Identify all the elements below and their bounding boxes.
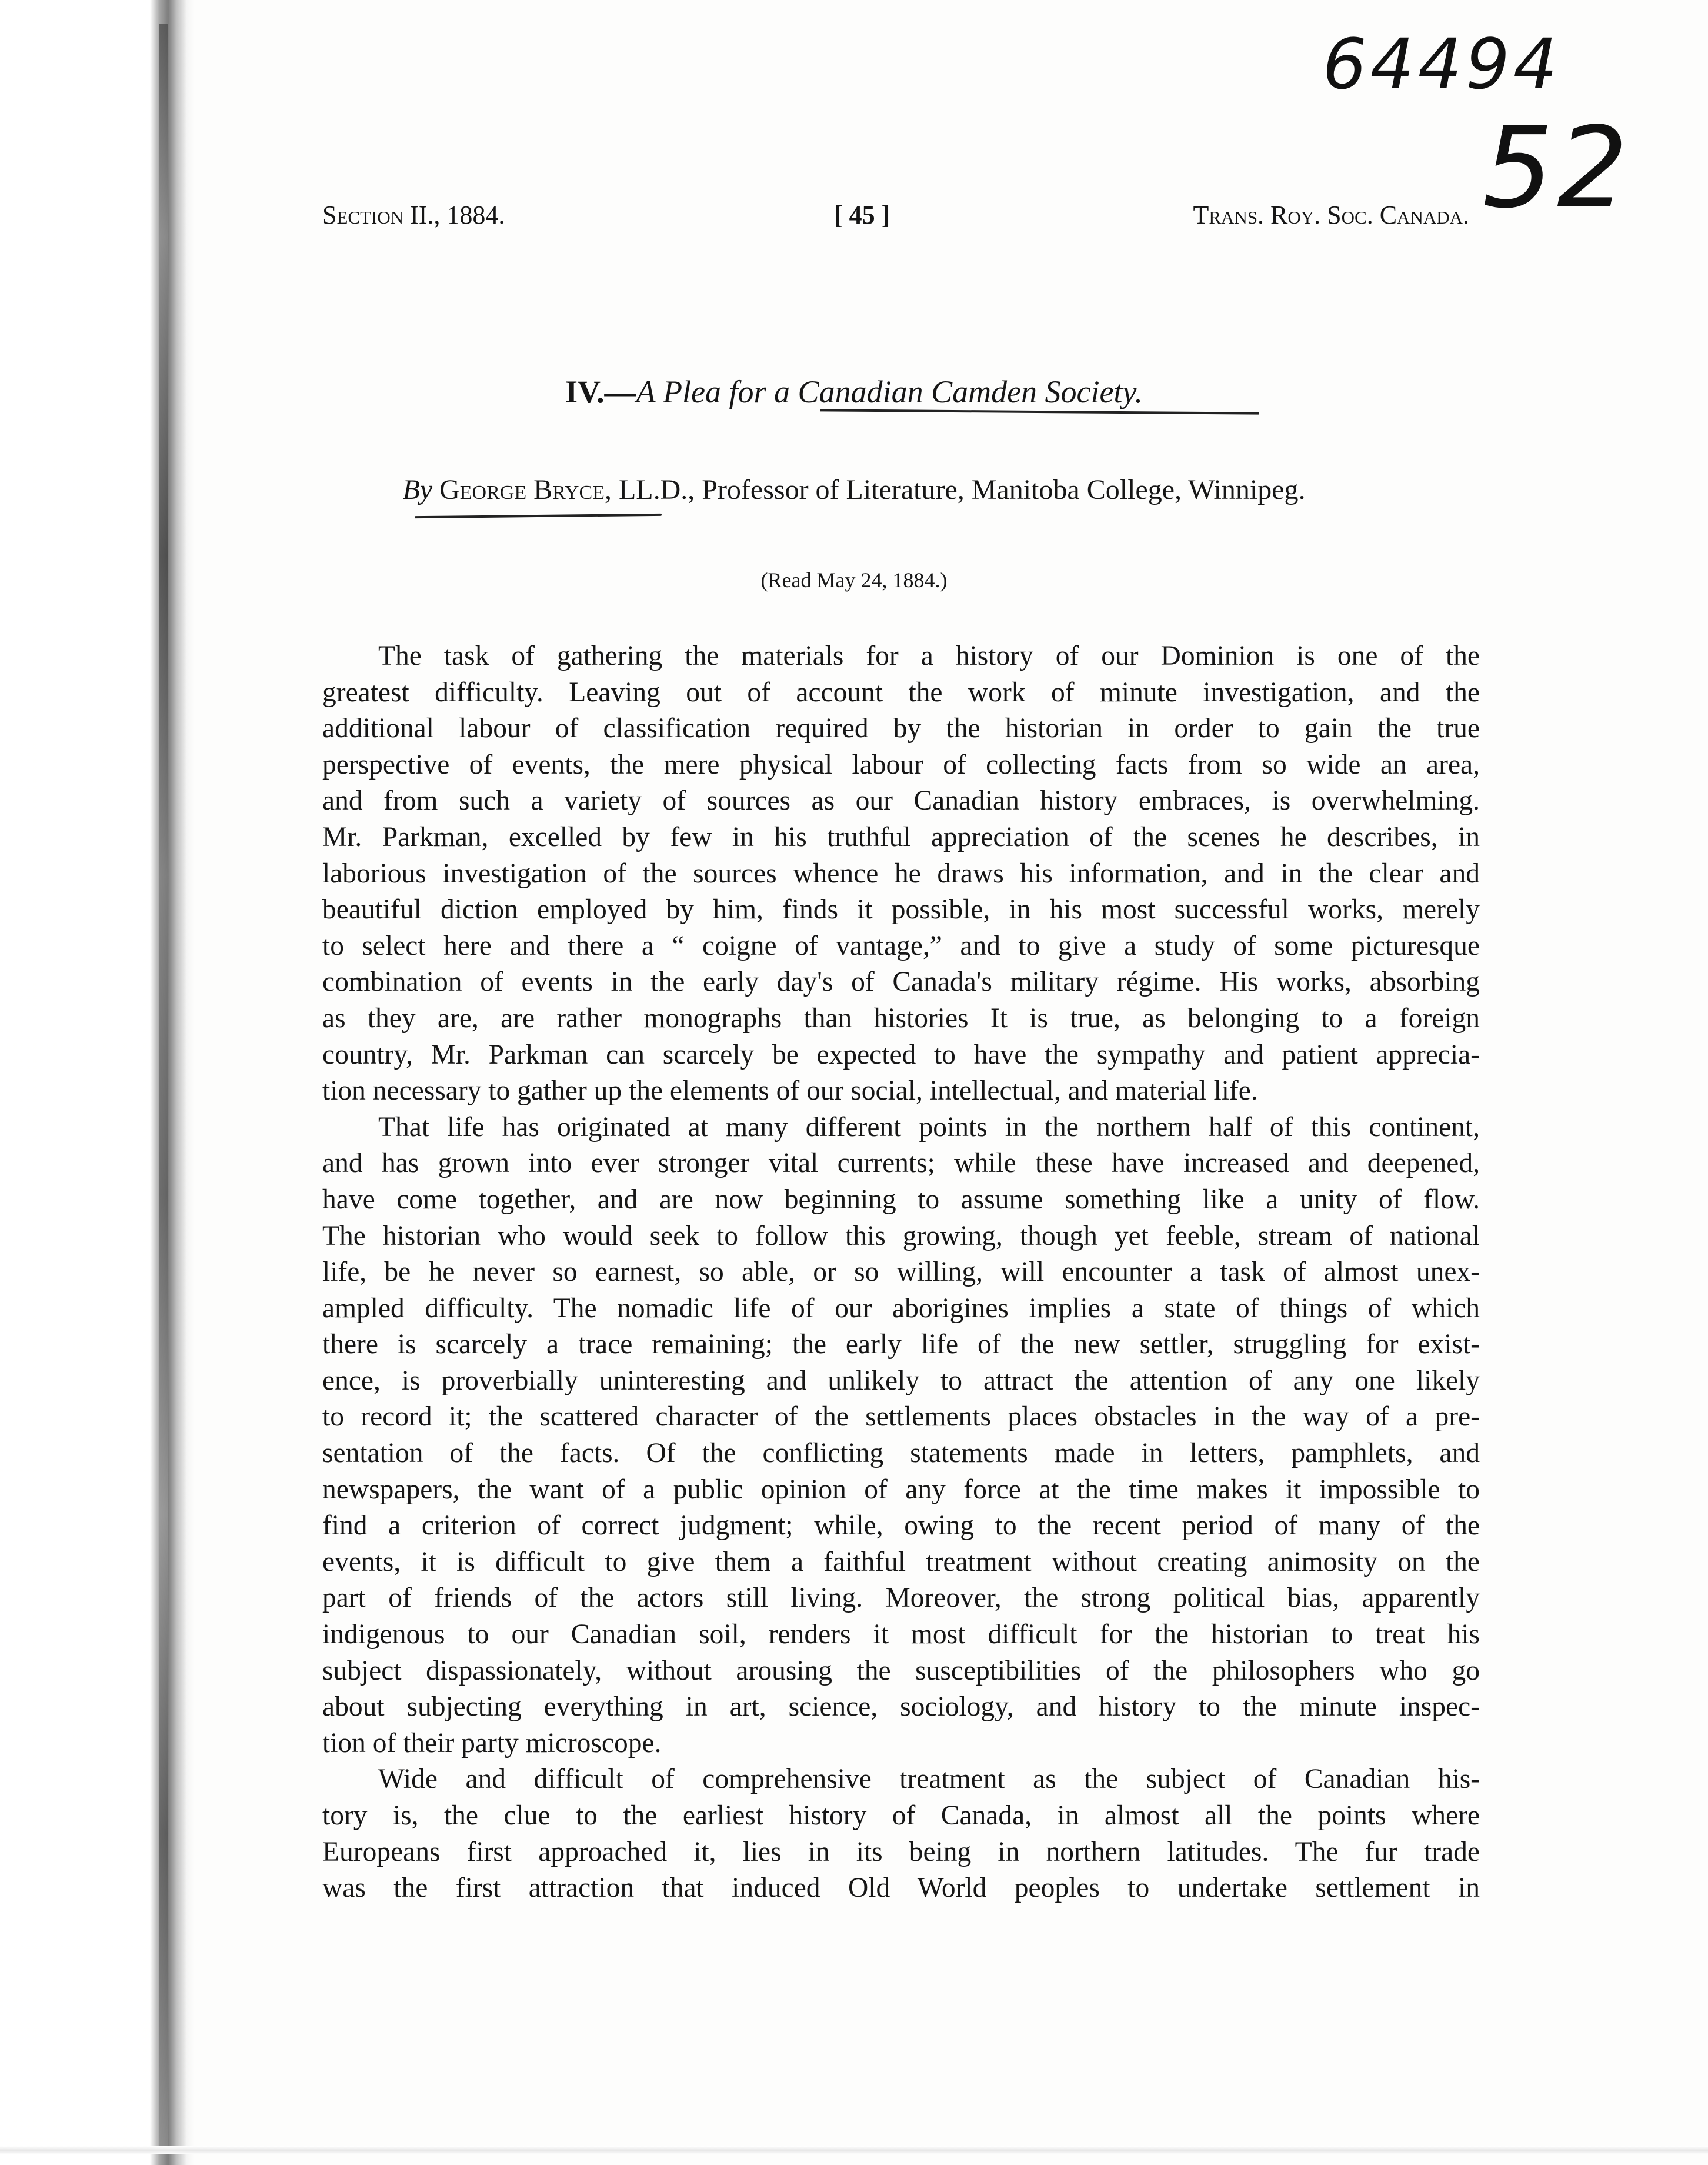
read-date-note: (Read May 24, 1884.) (760, 568, 948, 592)
text-line: tion of their party microscope. (322, 1727, 662, 1758)
text-line: perspective of events, the mere physical labour of collecting facts from so wide an area, (322, 749, 1480, 780)
page-number: [ 45 ] (834, 201, 890, 229)
text-line: find a criterion of correct judgment; while, owing to the recent period of many of the (322, 1510, 1480, 1541)
text-line: newspapers, the want of a public opinion of any force at the time makes it impossible to (322, 1474, 1480, 1505)
running-head-section: Section II., 1884. (322, 201, 505, 229)
text-line: laborious investigation of the sources whence he draws his information, and in the clear and (322, 858, 1480, 889)
article-numeral: IV.— (565, 374, 636, 409)
text-line: Europeans first approached it, lies in its being in northern latitudes. The fur trade (322, 1836, 1480, 1867)
text-line: beautiful diction employed by him, finds it possible, in his most successful works, merely (322, 894, 1480, 925)
text-line: That life has originated at many different points in the northern half of this continent, (378, 1111, 1480, 1143)
text-line: sentation of the facts. Of the conflicting statements made in letters, pamphlets, and (322, 1438, 1480, 1469)
author-affiliation: LL.D., Professor of Literature, Manitoba College, Winnipeg. (618, 474, 1306, 505)
text-line: there is scarcely a trace remaining; the early life of the new settler, struggling for exist- (322, 1329, 1480, 1360)
text-line: The historian who would seek to follow this growing, though yet feeble, stream of national (322, 1220, 1480, 1251)
author-handwritten-underline (415, 514, 662, 518)
article-title (0, 374, 1708, 410)
text-line: to select here and there a “ coigne of vantage,” and to give a study of some picturesque (322, 930, 1480, 961)
binding-gutter-line (159, 24, 168, 2153)
paragraph (322, 1761, 1480, 1906)
text-line: events, it is difficult to give them a faithful treatment without creating animosity on the (322, 1546, 1480, 1577)
handwritten-mark: 52 (1482, 103, 1632, 233)
author-name: George Bryce, (439, 474, 612, 505)
page-bottom-edge (0, 2146, 1708, 2154)
text-line: to record it; the scattered character of the settlements places obstacles in the way of a pre- (322, 1401, 1480, 1433)
text-line: The task of gathering the materials for a history of our Dominion is one of the (378, 641, 1480, 671)
running-head-journal: Trans. Roy. Soc. Canada. (1193, 201, 1469, 229)
article-title-text: A Plea for a Canadian Camden Society. (636, 374, 1143, 409)
byline (0, 474, 1708, 506)
text-line: tory is, the clue to the earliest history of Canada, in almost all the points where (322, 1800, 1480, 1831)
handwritten-catalog-number: 64494 (1322, 24, 1561, 105)
text-line: Mr. Parkman, excelled by few in his truthful appreciation of the scenes he describes, in (322, 821, 1480, 852)
text-line: and from such a variety of sources as our Canadian history embraces, is overwhelming. (322, 785, 1480, 817)
article-body (322, 638, 1480, 1907)
paragraph (322, 1110, 1480, 1762)
text-line: indigenous to our Canadian soil, renders it most difficult for the historian to treat his (322, 1619, 1480, 1650)
text-line: as they are, are rather monographs than histories It is true, as belonging to a foreign (322, 1002, 1480, 1034)
text-line: ampled difficulty. The nomadic life of our aborigines implies a state of things of which (322, 1293, 1480, 1324)
paragraph (322, 638, 1480, 1110)
text-line: and has grown into ever stronger vital currents; while these have increased and deepened, (322, 1148, 1480, 1179)
text-line: part of friends of the actors still living. Moreover, the strong political bias, apparently (322, 1583, 1480, 1614)
text-line: was the first attraction that induced Old World peoples to undertake settlement in (322, 1873, 1480, 1904)
running-head (322, 200, 1469, 247)
text-line: additional labour of classification required by the historian in order to gain the true (322, 713, 1480, 744)
text-line: tion necessary to gather up the elements of our social, intellectual, and material life. (322, 1075, 1258, 1107)
text-line: life, be he never so earnest, so able, or so willing, will encounter a task of almost unex- (322, 1257, 1480, 1288)
text-line: about subjecting everything in art, science, sociology, and history to the minute inspec- (322, 1691, 1480, 1723)
text-line: subject dispassionately, without arousing the susceptibilities of the philosophers who go (322, 1655, 1480, 1686)
text-line: ence, is proverbially uninteresting and unlikely to attract the attention of any one likely (322, 1365, 1480, 1396)
byline-by: By (402, 474, 433, 505)
text-line: have come together, and are now beginning to assume something like a unity of flow. (322, 1184, 1480, 1215)
text-line: Wide and difficult of comprehensive treatment as the subject of Canadian his- (378, 1764, 1480, 1795)
text-line: country, Mr. Parkman can scarcely be expected to have the sympathy and patient apprecia- (322, 1039, 1480, 1070)
text-line: combination of events in the early day's of Canada's military régime. His works, absorbing (322, 967, 1480, 998)
text-line: greatest difficulty. Leaving out of account the work of minute investigation, and the (322, 677, 1480, 708)
